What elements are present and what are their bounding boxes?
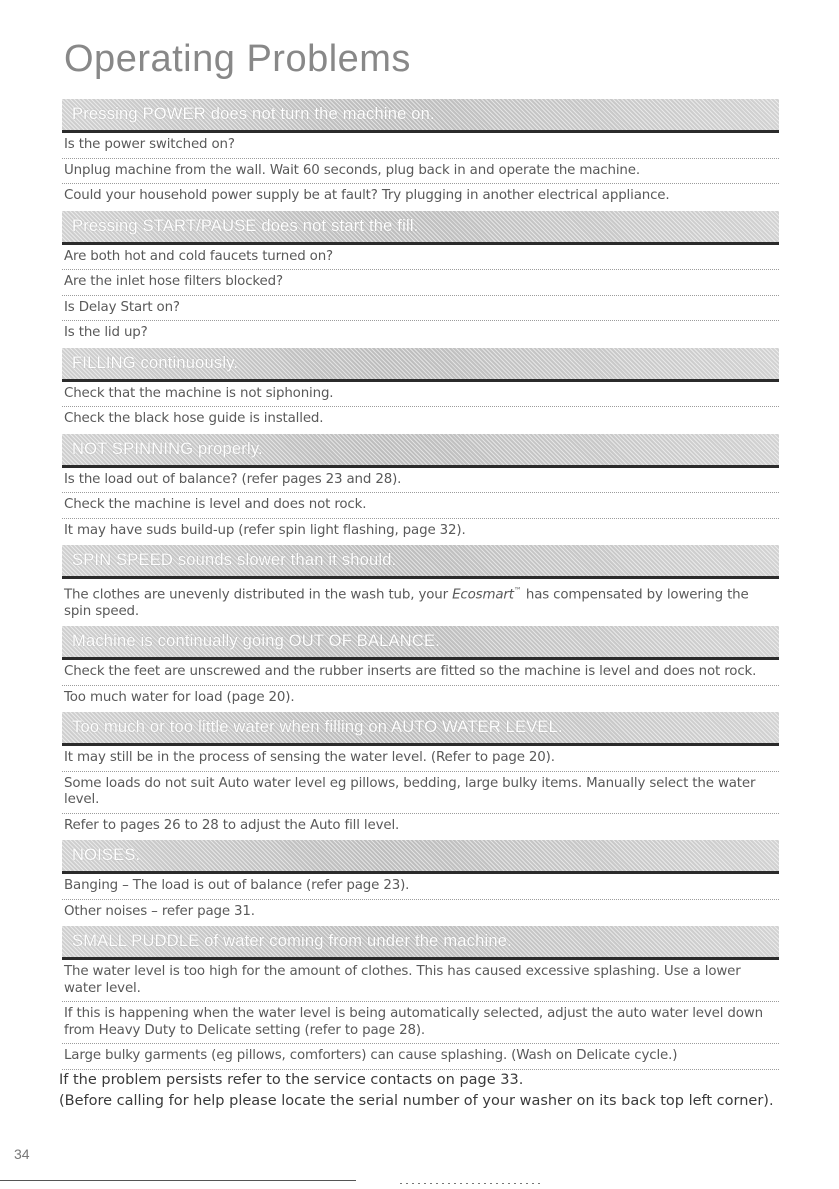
list-item-text: The clothes are unevenly distributed in the wash tub, your — [64, 587, 453, 603]
list-item: The water level is too high for the amount of clothes. This has caused excessive splashing. Use a lower water level. — [62, 960, 779, 1002]
list-item: Large bulky garments (eg pillows, comforters) can cause splashing. (Wash on Delicate cycle.) — [62, 1044, 779, 1070]
section-heading-filling: FILLING continuously. — [62, 348, 779, 382]
list-item: Some loads do not suit Auto water level eg pillows, bedding, large bulky items. Manually select the water level. — [62, 772, 779, 814]
list-item: Are both hot and cold faucets turned on? — [62, 245, 779, 271]
section-heading-small-puddle: SMALL PUDDLE of water coming from under the machine. — [62, 926, 779, 960]
section-heading-noises: NOISES. — [62, 840, 779, 874]
list-item: Refer to pages 26 to 28 to adjust the Auto fill level. — [64, 817, 400, 833]
bottom-dots — [400, 1183, 540, 1184]
bottom-rule — [0, 1180, 356, 1181]
list-item: Is the power switched on? — [62, 133, 779, 159]
list-item: Unplug machine from the wall. Wait 60 seconds, plug back in and operate the machine. — [62, 159, 779, 185]
list-item: Check the machine is level and does not rock. — [62, 493, 779, 519]
trademark-symbol: ™ — [513, 586, 522, 595]
troubleshooting-list — [59, 99, 779, 1112]
list-item: Is the lid up? — [64, 325, 148, 340]
service-note: If the problem persists refer to the service contacts on page 33. — [59, 1071, 524, 1088]
list-item: It may still be in the process of sensing the water level. (Refer to page 20). — [62, 746, 779, 772]
page-title: Operating Problems — [64, 38, 411, 80]
list-item: Is Delay Start on? — [62, 296, 779, 322]
brand-name: Ecosmart — [452, 587, 514, 603]
section-heading-out-of-balance: Machine is continually going OUT OF BALANCE. — [62, 626, 779, 660]
list-item-text: has compensated by lowering the spin speed. — [64, 587, 749, 619]
list-item: Check the black hose guide is installed. — [64, 411, 324, 426]
list-item: Could your household power supply be at fault? Try plugging in another electrical appliance. — [64, 188, 670, 203]
list-item: Are the inlet hose filters blocked? — [62, 270, 779, 296]
list-item: Is the load out of balance? (refer pages 23 and 28). — [62, 468, 779, 494]
serial-number-note: (Before calling for help please locate the serial number of your washer on its back top left corner). — [59, 1092, 774, 1109]
list-item: Other noises – refer page 31. — [64, 903, 255, 919]
section-heading-power: Pressing POWER does not turn the machine on. — [62, 99, 779, 133]
list-item: Check that the machine is not siphoning. — [62, 382, 779, 408]
section-heading-spin-speed: SPIN SPEED sounds slower than it should. — [62, 545, 779, 579]
list-item: Check the feet are unscrewed and the rubber inserts are fitted so the machine is level and does not rock. — [62, 660, 779, 686]
list-item — [62, 579, 779, 624]
list-item: Banging – The load is out of balance (refer page 23). — [62, 874, 779, 900]
section-heading-start-pause: Pressing START/PAUSE does not start the fill. — [62, 211, 779, 245]
list-item: Too much water for load (page 20). — [64, 689, 295, 705]
page-number: 34 — [14, 1146, 30, 1162]
section-heading-not-spinning: NOT SPINNING properly. — [62, 434, 779, 468]
section-heading-auto-water-level: Too much or too little water when filling on AUTO WATER LEVEL. — [62, 712, 779, 746]
list-item: If this is happening when the water level is being automatically selected, adjust the auto water level down from Heavy Duty to Delicate setting (refer to page 28). — [62, 1002, 779, 1044]
list-item: It may have suds build-up (refer spin light flashing, page 32). — [64, 522, 466, 538]
